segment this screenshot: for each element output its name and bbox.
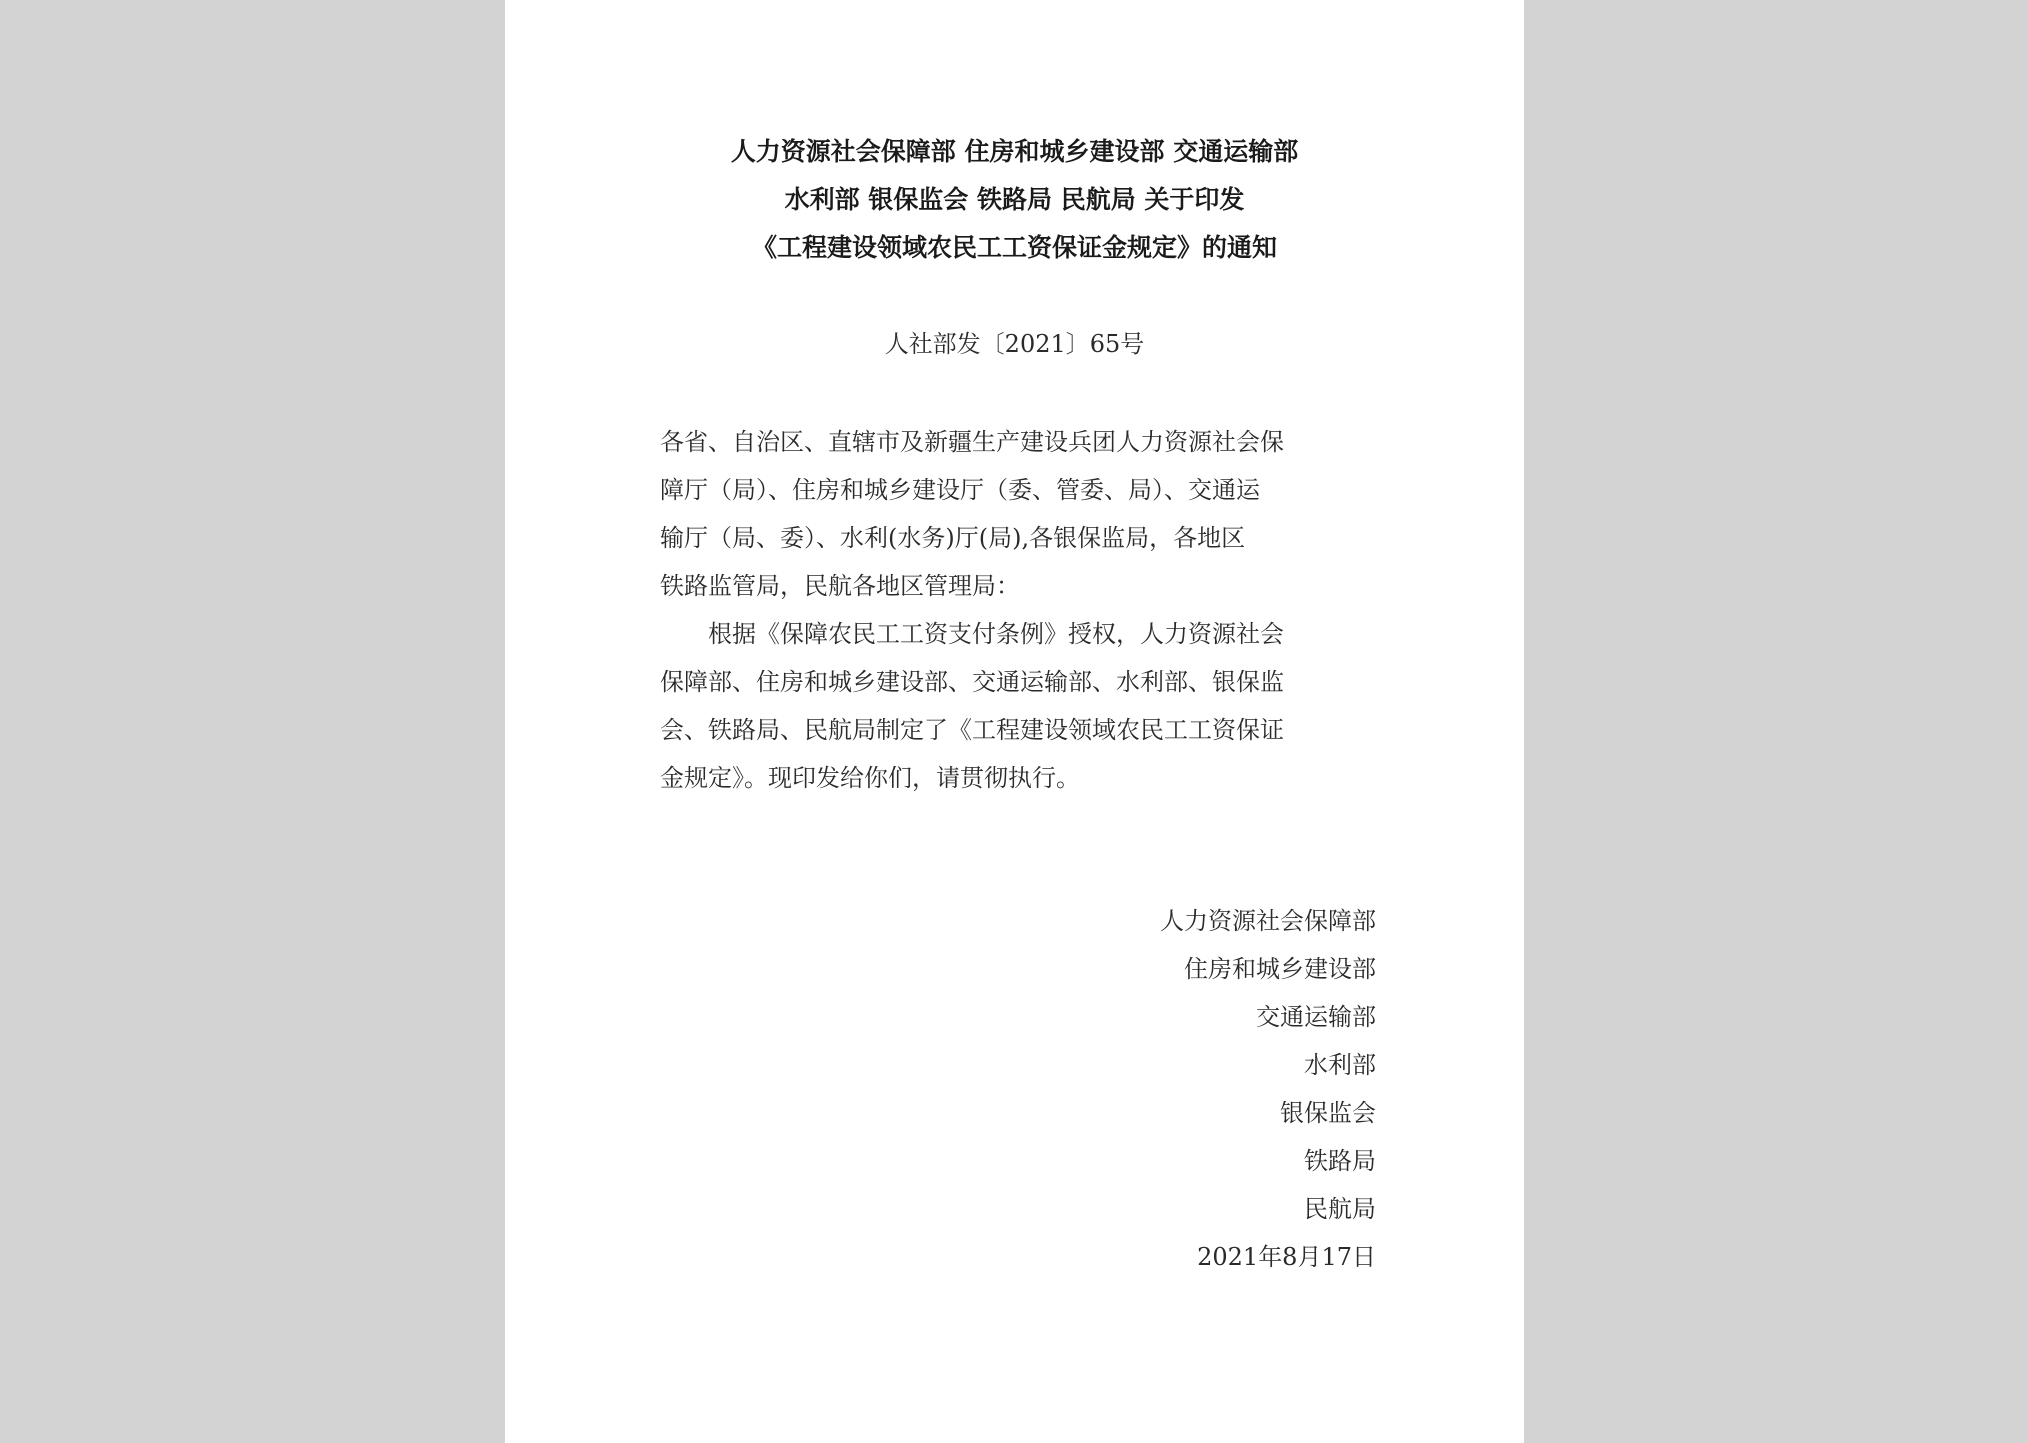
body-line: 根据《保障农民工工资支付条例》授权，人力资源社会 [660,620,1284,648]
document-page [505,0,1524,1443]
body-line: 铁路监管局，民航各地区管理局： [660,572,1020,600]
document-date: 2021年8月17日 [1197,1243,1376,1271]
signature-line: 水利部 [1304,1051,1376,1079]
title-line: 《工程建设领域农民工工资保证金规定》的通知 [751,233,1277,262]
signature-line: 交通运输部 [1256,1003,1376,1031]
body-line: 金规定》。现印发给你们，请贯彻执行。 [660,764,1080,792]
title-line: 水利部 银保监会 铁路局 民航局 关于印发 [784,185,1245,214]
body-line: 会、铁路局、民航局制定了《工程建设领域农民工工资保证 [660,716,1284,744]
signature-line: 人力资源社会保障部 [1160,907,1376,935]
signature-line: 民航局 [1304,1195,1376,1223]
body-line: 障厅（局）、住房和城乡建设厅（委、管委、局）、交通运 [660,476,1260,504]
document-number: 人社部发〔2021〕65号 [884,330,1145,358]
body-line: 保障部、住房和城乡建设部、交通运输部、水利部、银保监 [660,668,1284,696]
signature-line: 住房和城乡建设部 [1184,955,1376,983]
document-title [505,128,1524,272]
title-line: 人力资源社会保障部 住房和城乡建设部 交通运输部 [730,137,1299,166]
signature-line: 银保监会 [1280,1099,1376,1127]
signature-block [1160,897,1376,1281]
signature-line: 铁路局 [1304,1147,1376,1175]
body-line: 各省、自治区、直辖市及新疆生产建设兵团人力资源社会保 [660,428,1284,456]
body-line: 输厅（局、委）、水利(水务)厅(局),各银保监局，各地区 [660,524,1246,552]
document-body [660,418,1380,802]
